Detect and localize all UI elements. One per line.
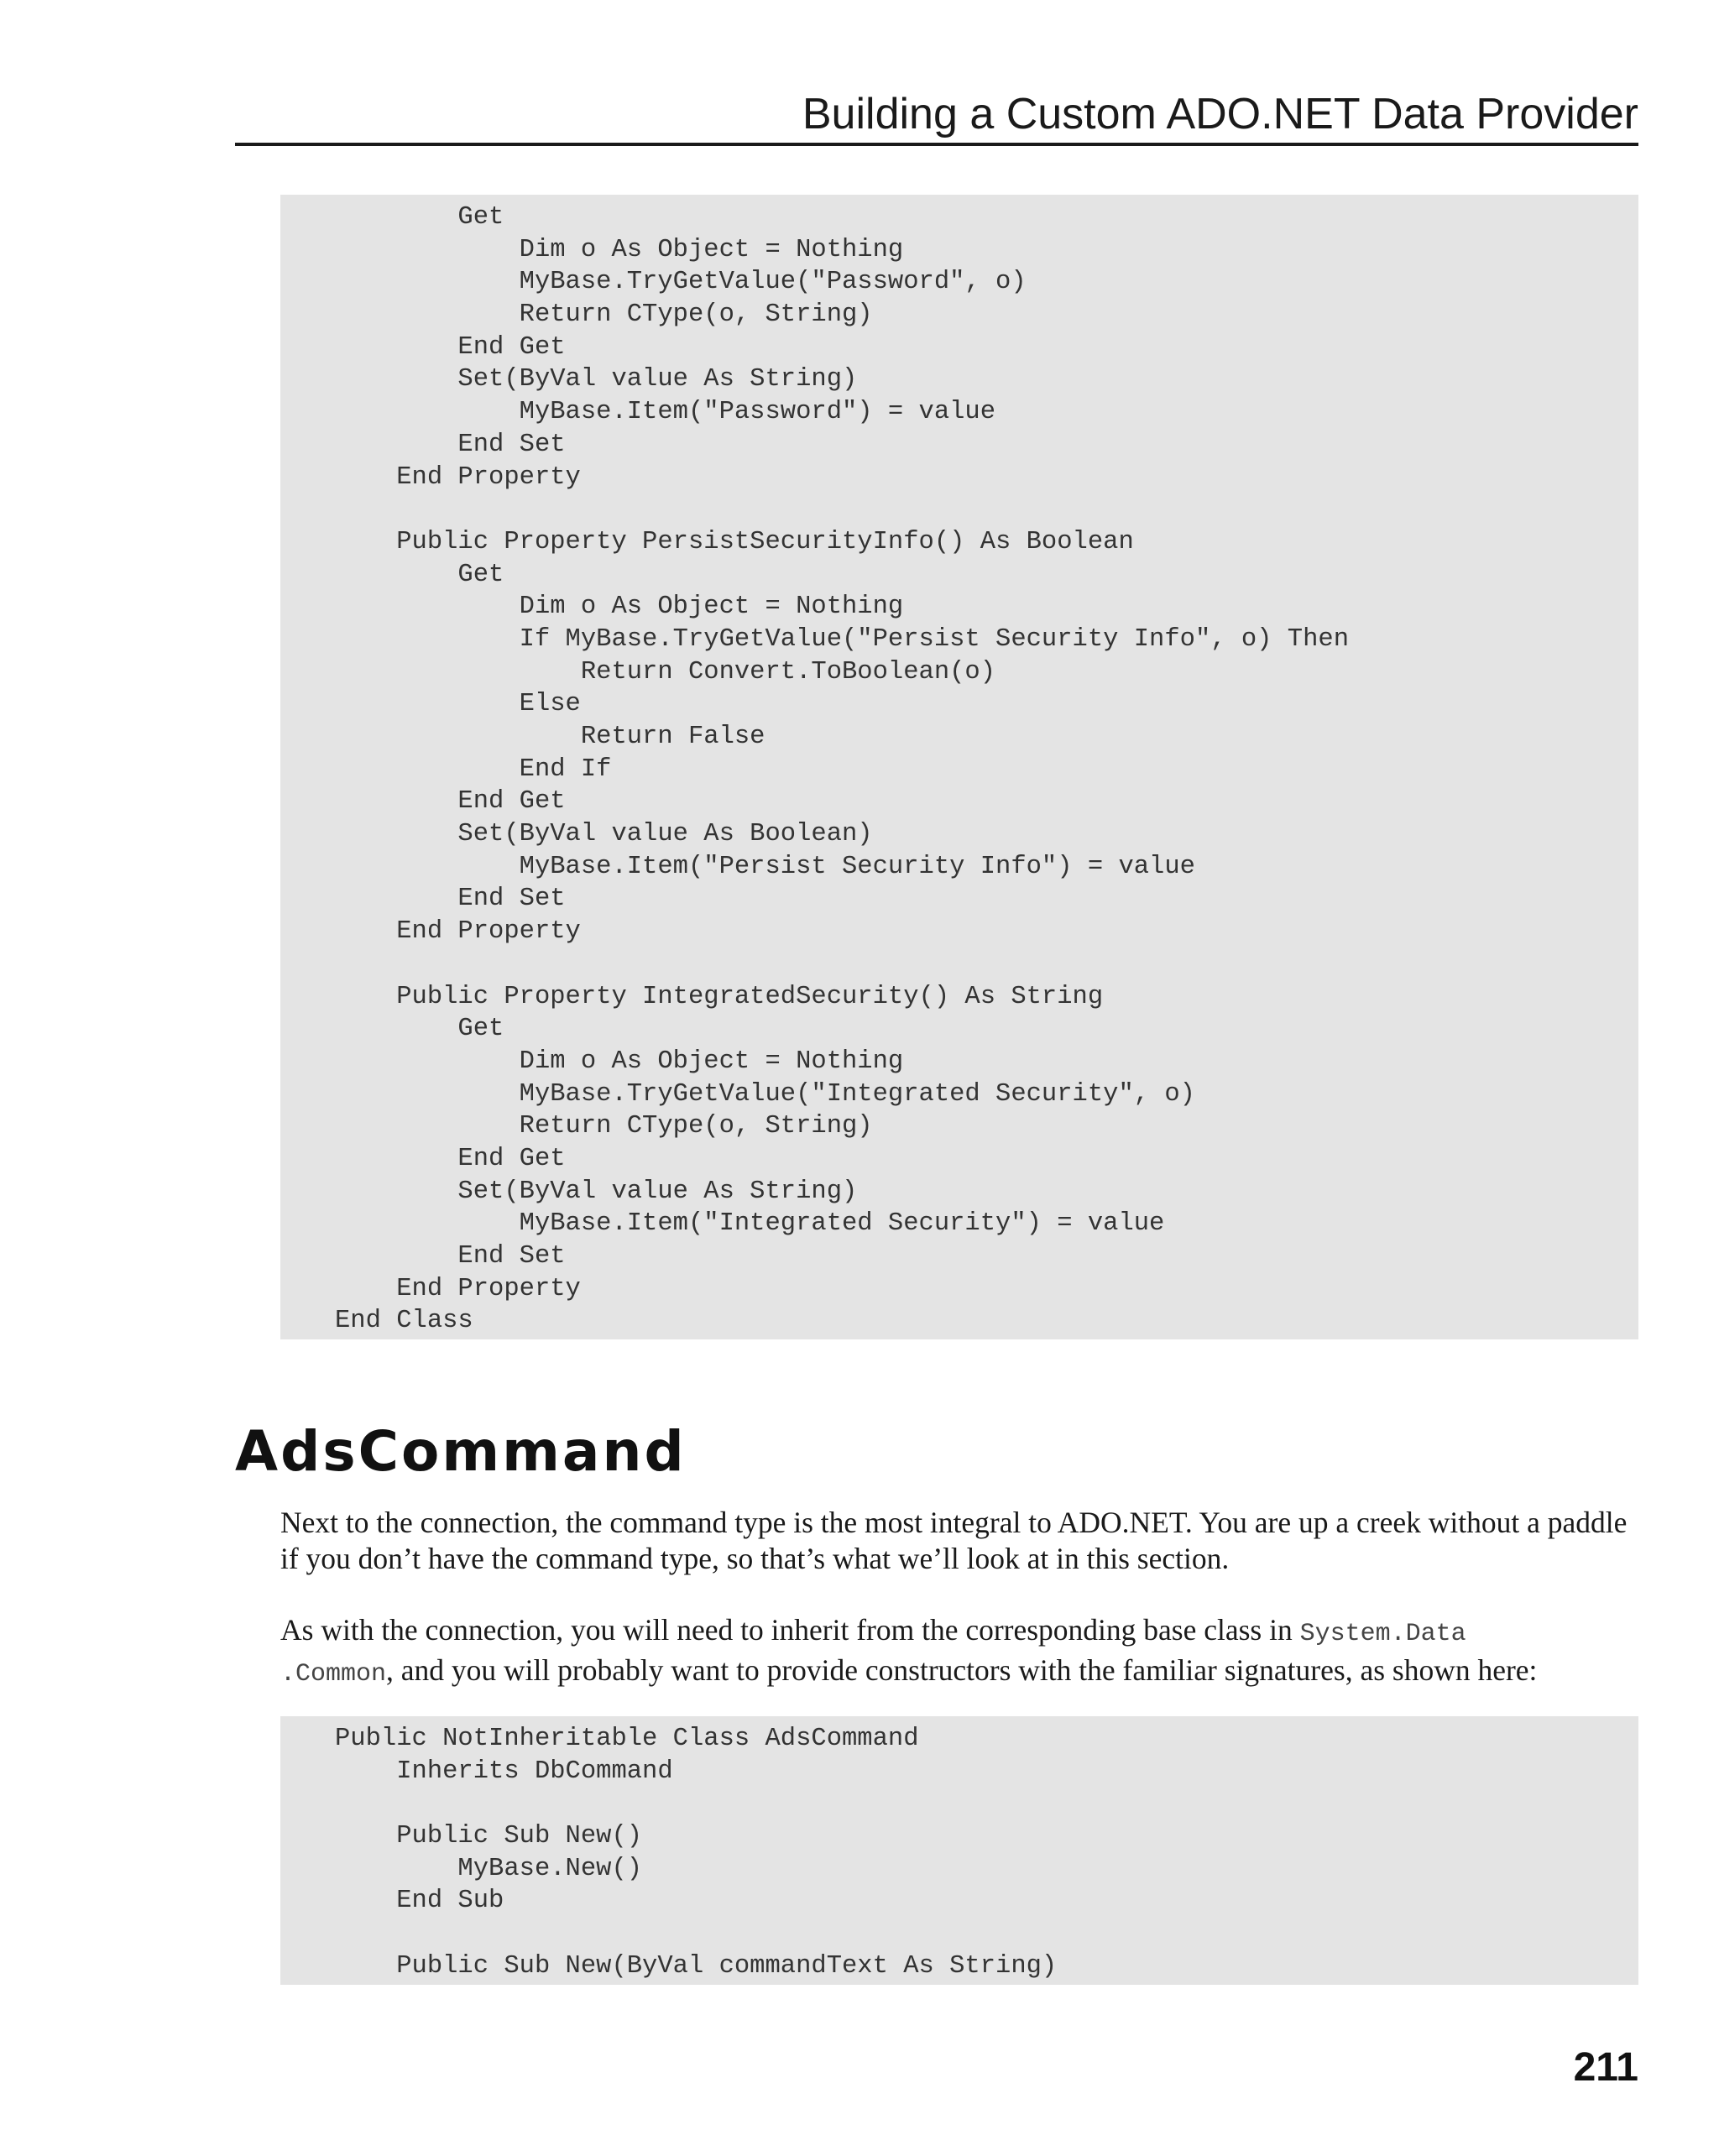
code-line [335, 1918, 1638, 1950]
code-line [335, 948, 1638, 981]
code-line: End Class [335, 1307, 473, 1336]
code-line: Get [335, 1015, 504, 1044]
code-line: End Property [335, 462, 581, 492]
code-line: End Set [335, 885, 566, 914]
code-line: End Property [335, 1274, 581, 1303]
code-line: End Property [335, 917, 581, 947]
code-block-ads-command [280, 1716, 1638, 1985]
code-line: Get [335, 560, 504, 589]
code-line: Set(ByVal value As String) [335, 1177, 858, 1206]
body-paragraph [280, 1612, 1638, 1693]
code-line: Dim o As Object = Nothing [335, 593, 904, 622]
code-line: End Set [335, 1242, 566, 1271]
code-line: MyBase.TryGetValue("Password", o) [335, 268, 1027, 297]
code-line: MyBase.Item("Integrated Security") = value [335, 1209, 1165, 1239]
code-line: End Sub [335, 1887, 504, 1916]
code-line: Dim o As Object = Nothing [335, 1047, 904, 1076]
code-line: End Get [335, 1144, 566, 1173]
section-heading: AdsCommand [235, 1419, 687, 1484]
code-line: Public Property PersistSecurityInfo() As Boolean [335, 527, 1134, 556]
code-line: End Get [335, 787, 566, 817]
paragraph-text: , and you will probably want to provide constructors with the familiar signatures, as shown here: [386, 1653, 1538, 1687]
code-line: If MyBase.TryGetValue("Persist Security Info", o) Then [335, 624, 1349, 654]
inline-code: System.Data [1299, 1620, 1466, 1648]
code-line: Return False [335, 723, 765, 751]
code-line: Return CType(o, String) [335, 1112, 873, 1141]
code-line [335, 1788, 1638, 1820]
code-line: Set(ByVal value As Boolean) [335, 820, 873, 849]
code-line [335, 493, 1638, 526]
code-line: MyBase.New() [335, 1854, 643, 1883]
body-paragraph: Next to the connection, the command type is the most integral to ADO.NET. You are up a creek without a paddle if you don’t have the command type, so that’s what we’ll look at in this section. [280, 1506, 1628, 1575]
page-number: 211 [1573, 2045, 1638, 2090]
running-header-title: Building a Custom ADO.NET Data Provider [802, 90, 1638, 138]
code-line: Else [335, 690, 581, 719]
code-line: Public NotInheritable Class AdsCommand [335, 1725, 919, 1753]
code-line: Set(ByVal value As String) [335, 365, 858, 394]
code-line: MyBase.Item("Persist Security Info") = value [335, 852, 1195, 881]
code-line: Get [335, 203, 504, 232]
paragraph-text: As with the connection, you will need to inherit from the corresponding base class in [280, 1613, 1300, 1647]
code-line: End Set [335, 430, 566, 459]
code-line: Public Sub New() [335, 1822, 643, 1851]
code-line: Inherits DbCommand [335, 1757, 673, 1786]
code-line: Return Convert.ToBoolean(o) [335, 657, 996, 686]
code-line: Public Sub New(ByVal commandText As String) [335, 1951, 1058, 1981]
code-line: End Get [335, 332, 566, 362]
code-line: MyBase.TryGetValue("Integrated Security", o) [335, 1079, 1195, 1109]
inline-code: .Common [280, 1660, 387, 1689]
code-line: Return CType(o, String) [335, 300, 873, 330]
code-line: Dim o As Object = Nothing [335, 235, 904, 264]
code-line: End If [335, 754, 612, 784]
code-block-connection-string-builder [280, 195, 1638, 1339]
header-rule [235, 143, 1638, 146]
code-line: MyBase.Item("Password") = value [335, 398, 996, 427]
code-line: Public Property IntegratedSecurity() As String [335, 982, 1104, 1011]
